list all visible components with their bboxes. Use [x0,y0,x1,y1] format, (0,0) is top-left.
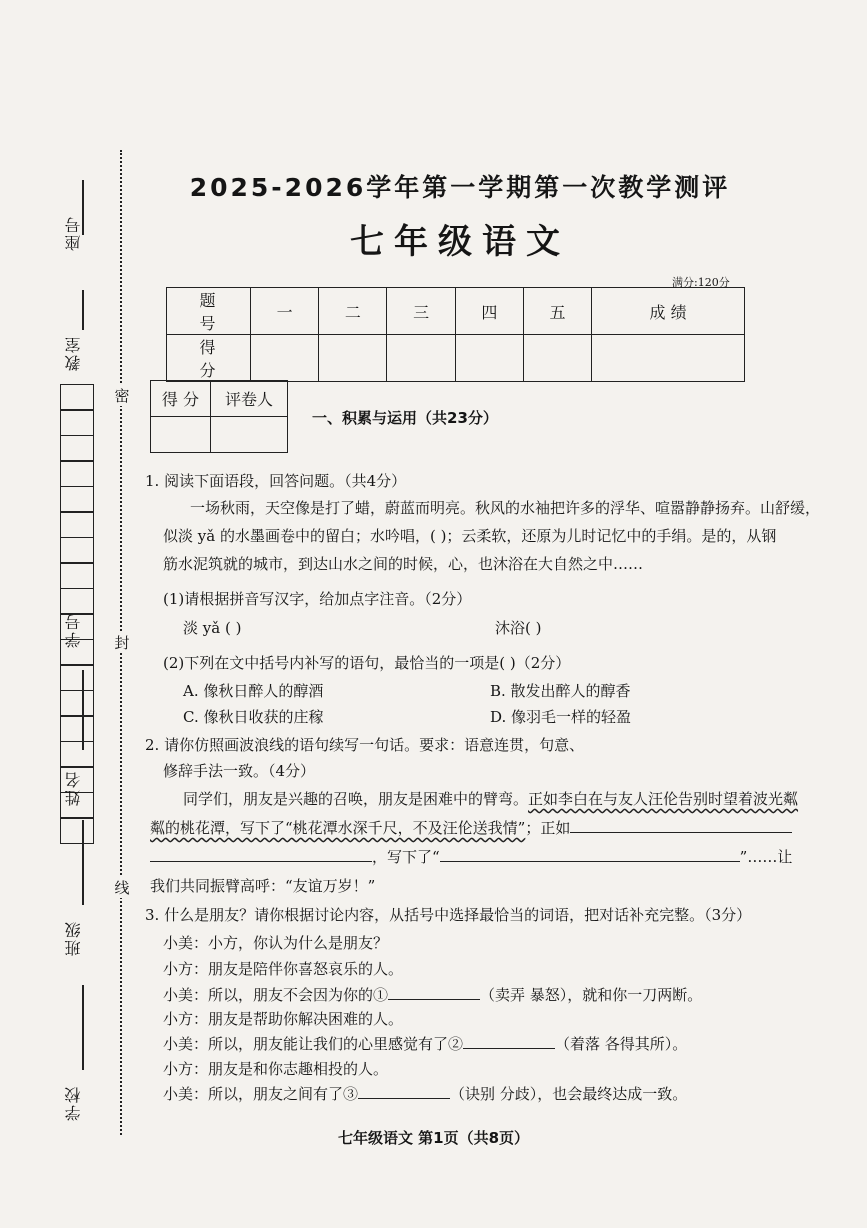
q1-sub1-blank-b[interactable]: 沐浴( ) [495,619,542,637]
seal-char-feng: 封 [112,632,132,653]
score-header-cell: 五 [523,288,591,335]
q3-dialogue-6: 小方：朋友是和你志趣相投的人。 [163,1060,389,1078]
grader-score-cell[interactable] [151,417,211,453]
q3-dialogue-3-text: 小美：所以，朋友不会因为你的① [163,986,389,1004]
q3-dialogue-7-tail: （诀别 分歧），也会最终达成一致。 [450,1085,688,1103]
q1-stem: 1. 阅读下面语段，回答问题。（共4分） [145,472,407,490]
q1-passage-line-2: 似淡 yǎ 的水墨画卷中的留白；水吟唱，( )；云柔软，还原为儿时记忆中的手绢。是的，从钢 [163,527,777,545]
class-line[interactable] [82,820,84,905]
score-cell[interactable] [251,335,319,382]
q2-line-1 [183,788,798,809]
seal-char-xian: 线 [112,877,132,898]
score-table-header-row [167,288,745,335]
q1-sub1-blank-a[interactable]: 淡 yǎ ( ) [183,619,242,637]
name-line[interactable] [82,670,84,750]
q2-answer-blank-2[interactable] [150,861,372,862]
q2-line-2-wavy: 粼的桃花潭，写下了“桃花潭水深千尺，不及汪伦送我情” [150,819,526,837]
seat-label: 座号 [64,215,83,251]
score-header-cell: 二 [319,288,387,335]
q1-option-d[interactable]: D. 像羽毛一样的轻盈 [490,708,632,726]
school-line[interactable] [82,985,84,1070]
score-header-cell: 三 [387,288,455,335]
q3-stem: 3. 什么是朋友？请你根据讨论内容，从括号中选择最恰当的词语，把对话补充完整。（3分） [145,906,752,924]
room-label: 教室 [64,335,83,371]
name-label: 姓名 [64,770,83,806]
q1-passage-line-3: 筋水泥筑就的城市，到达山水之间的时候，心，也沐浴在大自然之中…… [163,555,644,573]
q2-line-2 [150,817,792,838]
score-cell[interactable] [387,335,455,382]
score-cell[interactable] [592,335,745,382]
q2-line-2-plain: ；正如 [525,819,571,837]
score-cell[interactable] [455,335,523,382]
student-id-label: 学号 [64,612,83,648]
q3-dialogue-1: 小美：小方，你认为什么是朋友？ [163,934,389,952]
exam-title: 2025-2026学年第一学期第一次教学测评 [189,173,731,202]
q2-line-3-b: ”……让 [739,848,793,866]
score-row-label: 得 分 [167,335,251,382]
q1-option-c[interactable]: C. 像秋日收获的庄稼 [183,708,324,726]
q2-line-1-plain: 同学们，朋友是兴趣的召唤，朋友是困难中的臂弯。 [183,790,529,808]
score-header-cell: 一 [251,288,319,335]
q3-blank-1[interactable] [388,999,480,1000]
score-header-cell: 四 [455,288,523,335]
q2-line-3-a: ，写下了“ [372,848,440,866]
score-table [166,287,745,382]
q3-dialogue-5 [163,1033,687,1054]
q1-sub1: (1)请根据拼音写汉字，给加点字注音。（2分） [163,590,472,608]
q1-passage-line-1: 一场秋雨，天空像是打了蜡，蔚蓝而明亮。秋风的水袖把许多的浮华、喧嚣静静扬弃。山舒缓， [190,499,821,517]
grader-score-label: 得 分 [151,381,211,417]
subject-title: 七年级语文 [350,222,570,262]
q3-blank-2[interactable] [463,1048,555,1049]
q3-dialogue-4: 小方：朋友是帮助你解决困难的人。 [163,1010,404,1028]
q2-line-4: 我们共同振臂高呼：“友谊万岁！” [150,877,376,895]
seal-char-mi: 密 [112,385,132,406]
q2-line-3 [150,846,792,867]
score-cell[interactable] [319,335,387,382]
school-label: 学校 [64,1085,83,1121]
q2-stem-2: 修辞手法一致。（4分） [163,762,316,780]
score-table-score-row [167,335,745,382]
score-header-cell: 题 号 [167,288,251,335]
q3-dialogue-5-tail: （着落 各得其所）。 [555,1035,688,1053]
room-line [82,290,84,330]
q3-dialogue-7 [163,1083,687,1104]
q3-dialogue-3 [163,984,702,1005]
section-1-title: 一、积累与运用（共23分） [312,409,498,427]
grader-name-cell[interactable] [210,417,287,453]
grader-box [150,380,288,453]
score-header-cell: 成 绩 [592,288,745,335]
q1-option-a[interactable]: A. 像秋日醉人的醇酒 [183,682,324,700]
q1-option-b[interactable]: B. 散发出醉人的醇香 [490,682,631,700]
q3-dialogue-2: 小方：朋友是陪伴你喜怒哀乐的人。 [163,960,404,978]
page-footer: 七年级语文 第1页（共8页） [337,1129,530,1147]
q2-line-1-wavy: 正如李白在与友人汪伦告别时望着波光粼 [528,790,799,808]
q2-answer-blank-3[interactable] [440,861,740,862]
score-cell[interactable] [523,335,591,382]
class-label: 班级 [64,920,83,956]
q3-dialogue-7-text: 小美：所以，朋友之间有了③ [163,1085,359,1103]
q2-stem-1: 2. 请你仿照画波浪线的语句续写一句话。要求：语意连贯，句意、 [145,736,585,754]
q2-answer-blank-1[interactable] [570,832,792,833]
full-score: 满分:120分 [672,276,730,289]
q3-dialogue-3-tail: （卖弄 暴怒），就和你一刀两断。 [480,986,703,1004]
q3-blank-3[interactable] [358,1098,450,1099]
grader-name-label: 评卷人 [210,381,287,417]
q3-dialogue-5-text: 小美：所以，朋友能让我们的心里感觉有了② [163,1035,464,1053]
q1-sub2: (2)下列在文中括号内补写的语句，最恰当的一项是( )（2分） [163,654,571,672]
